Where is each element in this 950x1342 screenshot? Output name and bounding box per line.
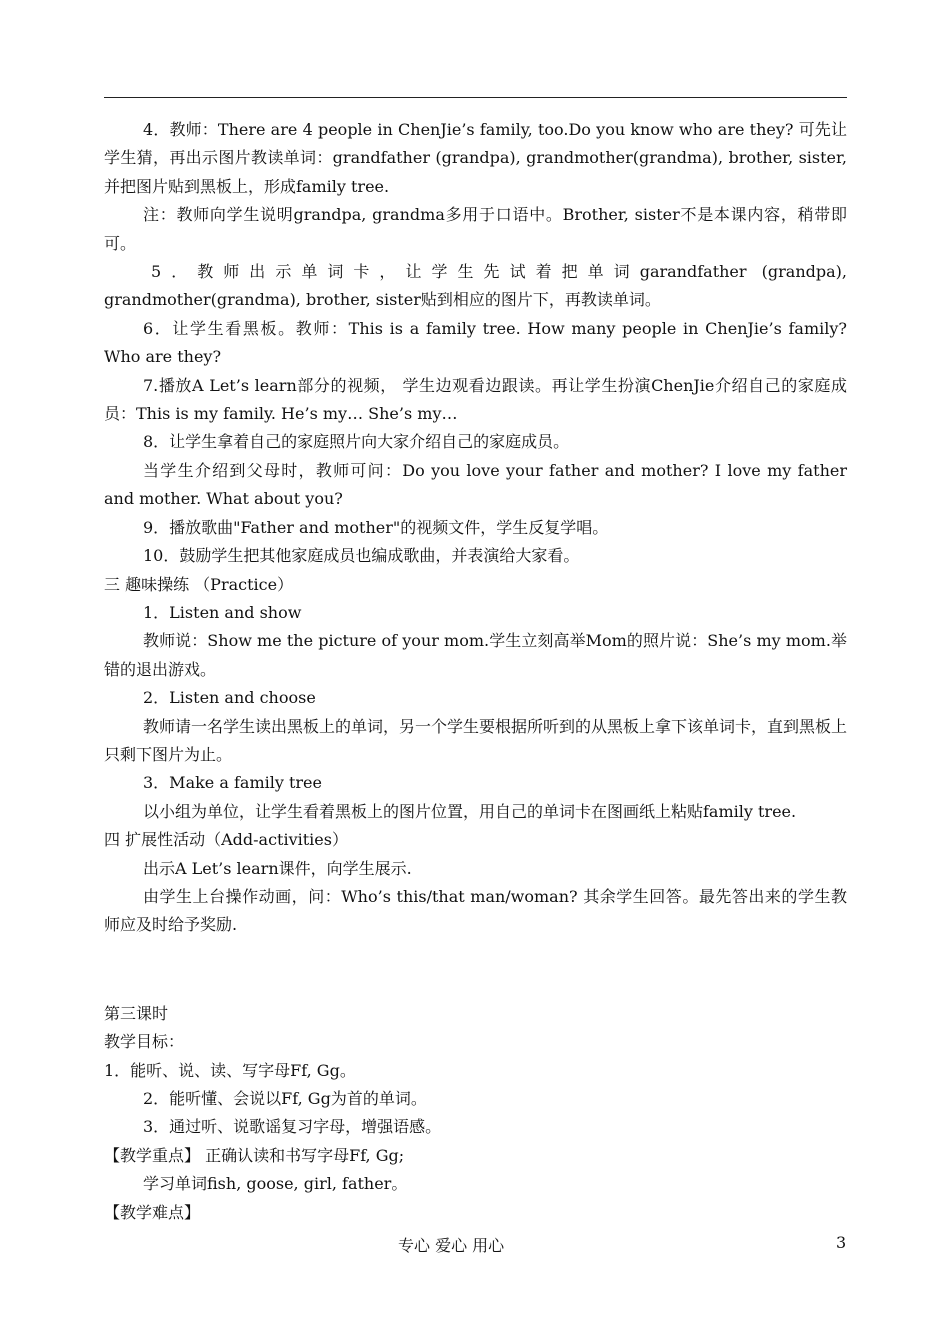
paragraph: 三 趣味操练 （Practice） — [104, 574, 294, 594]
paragraph: 1．Listen and show — [143, 602, 302, 622]
page-number: 3 — [836, 1233, 847, 1252]
paragraph: 8．让学生拿着自己的家庭照片向大家介绍自己的家庭成员。 — [143, 432, 570, 452]
paragraph: 四 扩展性活动（Add-activities） — [104, 830, 348, 850]
paragraph: 5．教师出示单词卡，让学生先试着把单词garandfather (grandpa), grandmother(grandma), brother, sister贴到相应的图片下，再教读单词。 — [104, 262, 847, 310]
paragraph-spacer — [104, 956, 847, 984]
paragraph: 学习单词fish, goose, girl, father。 — [143, 1174, 408, 1194]
paragraph: 【教学重点】 正确认读和书写字母Ff, Gg; — [104, 1145, 405, 1165]
header-rule — [104, 97, 847, 98]
paragraph: 9．播放歌曲"Father and mother"的视频文件，学生反复学唱。 — [143, 517, 609, 537]
paragraph: 【教学难点】 — [104, 1202, 201, 1222]
paragraph: 2．能听懂、会说以Ff, Gg为首的单词。 — [143, 1089, 427, 1108]
paragraph: 由学生上台操作动画，问：Who’s this/that man/woman? 其余学生回答。最先答出来的学生教师应及时给予奖励. — [104, 886, 847, 935]
paragraph: 以小组为单位，让学生看着黑板上的图片位置，用自己的单词卡在图画纸上粘贴family tree. — [143, 801, 797, 821]
paragraph: 出示A Let’s learn课件，向学生展示. — [143, 858, 412, 878]
paragraph: 6．让学生看黑板。教师：This is a family tree. How many people in ChenJie’s family? Who are they? — [104, 318, 847, 367]
paragraph: 7.播放A Let’s learn部分的视频， 学生边观看边跟读。再让学生扮演ChenJie介绍自己的家庭成员：This is my family. He’s my… She’s my… — [104, 375, 847, 424]
paragraph: 教学目标： — [104, 1032, 185, 1052]
paragraph: 第三课时 — [104, 1003, 169, 1023]
paragraph: 3．Make a family tree — [143, 773, 322, 793]
paragraph: 3．通过听、说歌谣复习字母，增强语感。 — [143, 1117, 442, 1137]
footer-motto: 专心 爱心 用心 — [398, 1236, 505, 1255]
paragraph: 教师请一名学生读出黑板上的单词，另一个学生要根据所听到的从黑板上拿下该单词卡，直到黑板上只剩下图片为止。 — [104, 716, 848, 764]
paragraph: 10．鼓励学生把其他家庭成员也编成歌曲，并表演给大家看。 — [143, 546, 580, 566]
paragraph: 注：教师向学生说明grandpa, grandma多用于口语中。Brother, sister不是本课内容，稍带即可。 — [104, 205, 847, 253]
paragraph: 当学生介绍到父母时，教师可问：Do you love your father and mother? I love my father and mother. What about you? — [104, 460, 847, 509]
document-body — [104, 116, 847, 1227]
paragraph: 教师说：Show me the picture of your mom.学生立刻高举Mom的照片说：She’s my mom.举错的退出游戏。 — [104, 631, 847, 679]
paragraph: 2．Listen and choose — [143, 688, 316, 708]
paragraph: 4．教师：There are 4 people in ChenJie’s family, too.Do you know who are they? 可先让学生猜，再出示图片教读单词：grandfather (grandpa), grandmother(grandma), brother, sister, 并把图片贴到黑板上，形成family tree. — [104, 120, 847, 196]
paragraph: 1．能听、说、读、写字母Ff, Gg。 — [104, 1060, 356, 1080]
